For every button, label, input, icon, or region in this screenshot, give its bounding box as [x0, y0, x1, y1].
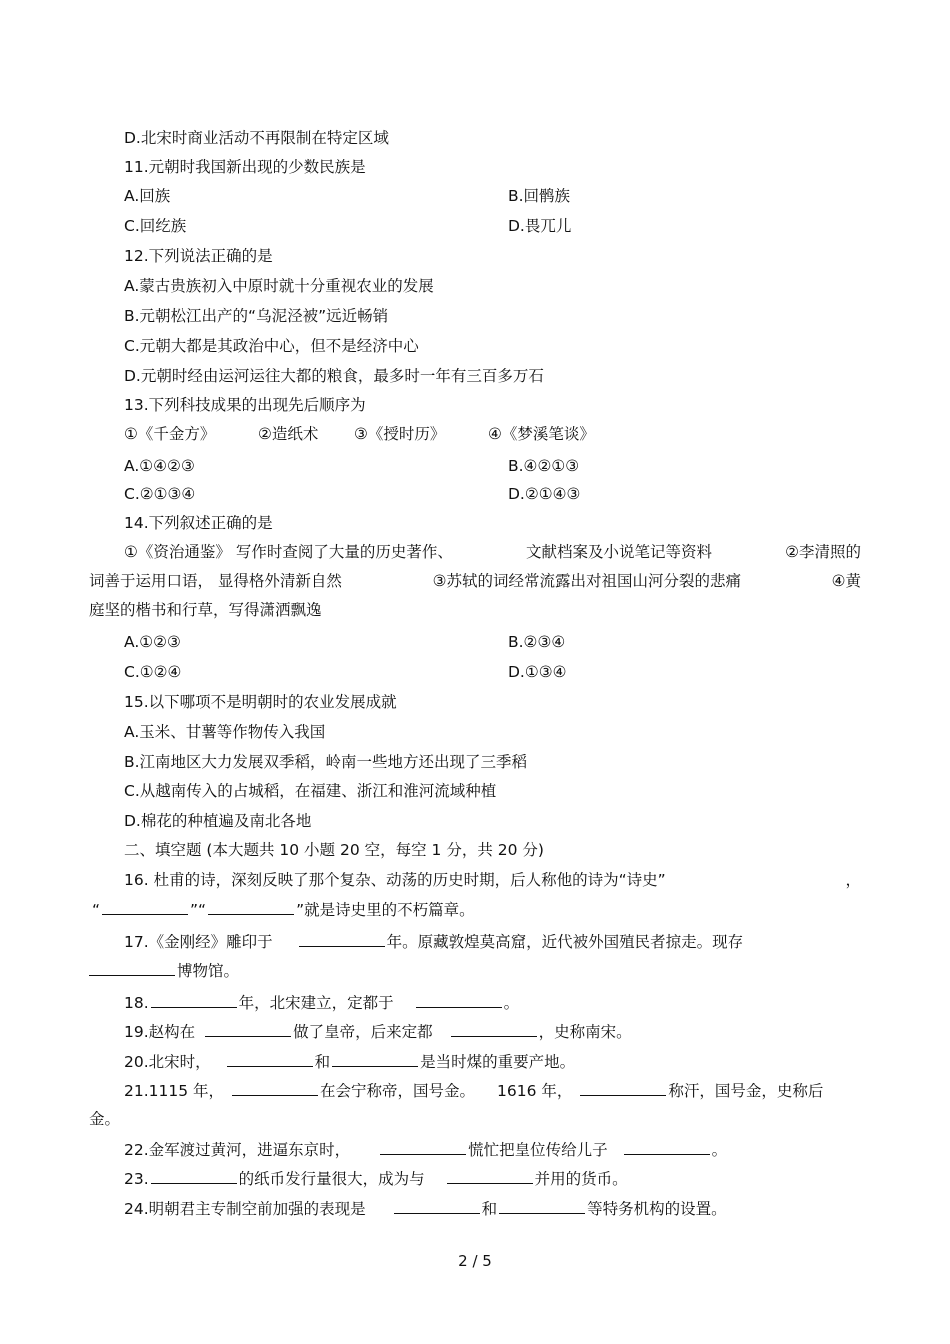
q20-text-b: 和	[314, 1053, 331, 1071]
q12-stem: 12.下列说法正确的是	[124, 247, 273, 265]
q24-text-b: 和	[481, 1200, 498, 1218]
q15-stem: 15.以下哪项不是明朝时的农业发展成就	[124, 693, 397, 711]
q17-text-a: 17.《金刚经》雕印于	[124, 933, 273, 951]
q18-text-c: 。	[503, 994, 520, 1012]
q13-item-2: ②造纸术	[258, 425, 319, 443]
q22-blank-1[interactable]	[380, 1139, 466, 1155]
q23-blank-2[interactable]	[447, 1168, 533, 1184]
q13-stem: 13.下列科技成果的出现先后顺序为	[124, 396, 366, 414]
q18-blank-1[interactable]	[151, 992, 237, 1008]
q14-line-3: 庭坚的楷书和行草，写得潇洒飘逸	[89, 601, 322, 619]
q22-text-a: 22.金军渡过黄河，进逼东京时，	[124, 1141, 351, 1159]
q20-blank-2[interactable]	[332, 1051, 418, 1067]
q20-blank-1[interactable]	[227, 1051, 313, 1067]
q17-text-b: 年。原藏敦煌莫高窟，近代被外国殖民者掠走。现存	[386, 933, 744, 951]
q11-option-b: B.回鹘族	[508, 187, 571, 205]
q11-stem: 11.元朝时我国新出现的少数民族是	[124, 158, 366, 176]
q17-blank-1[interactable]	[299, 931, 385, 947]
q13-option-b: B.④②①③	[508, 457, 580, 475]
q16-quote-open: “	[92, 901, 101, 919]
q14-option-a: A.①②③	[124, 633, 181, 651]
q11-option-d: D.畏兀儿	[508, 217, 572, 235]
q21-line-1	[124, 1080, 823, 1101]
q24-text-c: 等特务机构的设置。	[587, 1200, 727, 1218]
q23-text-b: 的纸币发行量很大，成为与	[238, 1170, 425, 1188]
q21-blank-2[interactable]	[580, 1080, 666, 1096]
q22-text-b: 慌忙把皇位传给儿子	[468, 1141, 608, 1159]
q17-line-1	[124, 931, 743, 952]
q23-text-c: 并用的货币。	[534, 1170, 628, 1188]
section-2-title: 二、填空题 (本大题共 10 小题 20 空，每空 1 分，共 20 分)	[124, 841, 544, 859]
q19-line	[124, 1021, 632, 1042]
q13-option-c: C.②①③④	[124, 485, 196, 503]
q15-option-a: A.玉米、甘薯等作物传入我国	[124, 723, 326, 741]
q14-option-c: C.①②④	[124, 663, 182, 681]
q13-item-1: ①《千金方》	[124, 425, 216, 443]
q14-line-2	[89, 571, 861, 591]
q16-blank-1[interactable]	[102, 899, 188, 915]
q21-text-b: 在会宁称帝，国号金。	[320, 1082, 476, 1100]
q13-option-d: D.②①④③	[508, 485, 581, 503]
q24-blank-2[interactable]	[499, 1198, 585, 1214]
q14-l2-part2: ③苏轼的词经常流露出对祖国山河分裂的悲痛	[432, 572, 741, 590]
q15-option-d: D.棉花的种植遍及南北各地	[124, 812, 312, 830]
q24-text-a: 24.明朝君主专制空前加强的表现是	[124, 1200, 366, 1218]
q18-line	[124, 992, 519, 1013]
q14-l1-part3: ②李清照的	[785, 543, 861, 561]
q19-text-b: 做了皇帝，后来定都	[293, 1023, 433, 1041]
q14-l1-part1: ①《资治通鉴》 写作时查阅了大量的历史著作、	[124, 543, 453, 561]
q21-text-a: 21.1115 年，	[124, 1082, 225, 1100]
q16-line-2	[92, 899, 475, 920]
q19-blank-1[interactable]	[205, 1021, 291, 1037]
q13-item-3: ③《授时历》	[354, 425, 446, 443]
q12-option-a: A.蒙古贵族初入中原时就十分重视农业的发展	[124, 277, 434, 295]
q23-line	[124, 1168, 628, 1189]
q19-blank-2[interactable]	[451, 1021, 537, 1037]
q14-l2-part3: ④黄	[831, 572, 861, 590]
q11-option-a: A.回族	[124, 187, 171, 205]
q16-text: 16. 杜甫的诗，深刻反映了那个复杂、动荡的历史时期，后人称他的诗为“诗史”	[124, 871, 666, 889]
q23-blank-1[interactable]	[151, 1168, 237, 1184]
q12-option-c: C.元朝大都是其政治中心，但不是经济中心	[124, 337, 419, 355]
q14-option-b: B.②③④	[508, 633, 566, 651]
q15-option-b: B.江南地区大力发展双季稻，岭南一些地方还出现了三季稻	[124, 753, 528, 771]
q20-text-c: 是当时煤的重要产地。	[420, 1053, 576, 1071]
q16-line-1	[124, 870, 861, 890]
q16-quote-mid: ”“	[190, 901, 207, 919]
q22-line	[124, 1139, 727, 1160]
q10-option-d: D.北宋时商业活动不再限制在特定区域	[124, 129, 389, 147]
q22-text-c: 。	[711, 1141, 728, 1159]
q20-line	[124, 1051, 575, 1072]
q18-text-b: 年，北宋建立，定都于	[238, 994, 394, 1012]
q14-stem: 14.下列叙述正确的是	[124, 514, 273, 532]
q16-comma: ，	[845, 871, 861, 889]
q17-blank-2[interactable]	[89, 960, 175, 976]
q17-text-c: 博物馆。	[177, 962, 240, 980]
q15-option-c: C.从越南传入的占城稻，在福建、浙江和淮河流域种植	[124, 782, 497, 800]
q20-text-a: 20.北宋时，	[124, 1053, 211, 1071]
q21-line-2: 金。	[89, 1110, 121, 1128]
q19-text-c: ，史称南宋。	[538, 1023, 632, 1041]
q12-option-b: B.元朝松江出产的“乌泥泾被”远近畅销	[124, 307, 389, 325]
q14-l2-part1: 词善于运用口语， 显得格外清新自然	[89, 572, 342, 590]
q24-line	[124, 1198, 727, 1219]
q18-num: 18.	[124, 994, 149, 1012]
q21-text-d: 称汗，国号金，史称后	[668, 1082, 824, 1100]
q13-option-a: A.①④②③	[124, 457, 195, 475]
q13-item-4: ④《梦溪笔谈》	[488, 425, 595, 443]
q16-blank-2[interactable]	[208, 899, 294, 915]
q12-option-d: D.元朝时经由运河运往大都的粮食，最多时一年有三百多万石	[124, 367, 544, 385]
q17-line-2	[89, 960, 239, 981]
page-number: 2 / 5	[458, 1252, 492, 1270]
q14-option-d: D.①③④	[508, 663, 567, 681]
q18-blank-2[interactable]	[416, 992, 502, 1008]
q22-blank-2[interactable]	[624, 1139, 710, 1155]
q21-text-c: 1616 年，	[497, 1082, 573, 1100]
q23-num: 23.	[124, 1170, 149, 1188]
q19-text-a: 19.赵构在	[124, 1023, 196, 1041]
q16-tail: ”就是诗史里的不朽篇章。	[296, 901, 475, 919]
q14-line-1	[124, 542, 861, 562]
q24-blank-1[interactable]	[394, 1198, 480, 1214]
q11-option-c: C.回纥族	[124, 217, 187, 235]
q14-l1-part2: 文献档案及小说笔记等资料	[525, 543, 712, 561]
q21-blank-1[interactable]	[232, 1080, 318, 1096]
